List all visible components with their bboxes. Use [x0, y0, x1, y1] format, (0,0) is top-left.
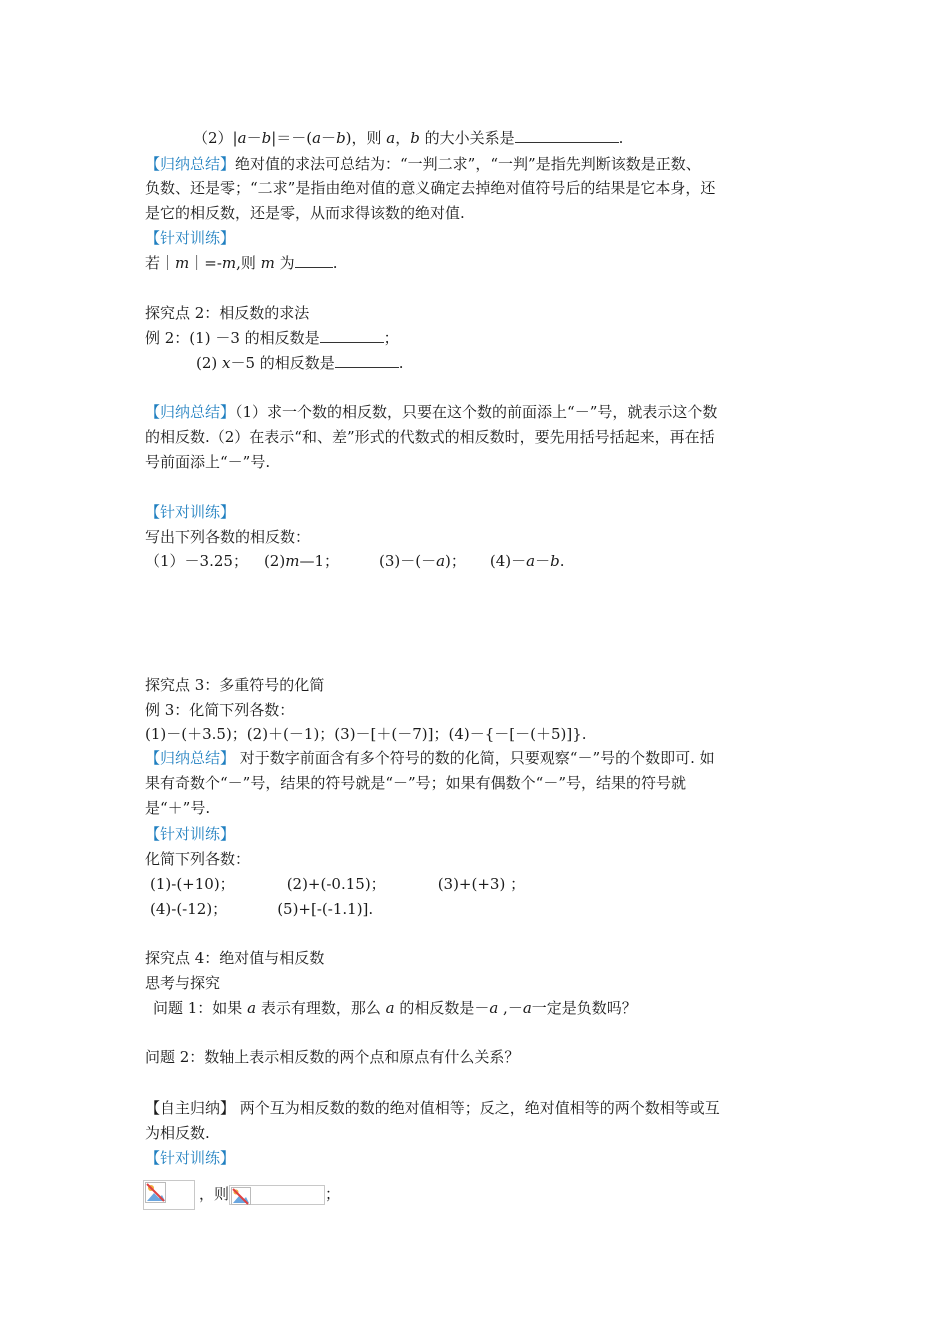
answer-blank[interactable]	[335, 353, 399, 368]
summary-2-line-1: 【归纳总结】（1）求一个数的相反数，只要在这个数的前面添上“－”号，就表示这个数	[145, 403, 718, 421]
summary-3-line-2: 果有奇数个“－”号，结果的符号就是“－”号；如果有偶数个“－”号，结果的符号就	[145, 774, 687, 792]
example-2-line-1: 例 2：(1) －3 的相反数是 ；	[145, 329, 399, 347]
practice-tag-4: 【针对训练】	[145, 1149, 236, 1167]
section-4-subtitle: 思考与探究	[145, 974, 221, 992]
example-2-line-2: (2) x－5 的相反数是 .	[196, 354, 404, 372]
summary-tag: 【归纳总结】	[145, 155, 236, 173]
practice-3-row-1: (1)-(+10)； (2)+(-0.15)； (3)+(+3) ；	[150, 875, 526, 893]
summary-1-line-2: 负数、还是零；“二求”是指由绝对值的意义确定去掉绝对值符号后的结果是它本身，还	[145, 179, 716, 197]
example-3-items: (1)－(＋3.5)；(2)＋(－1)；(3)－[＋(－7)]；(4)－{－[－(＋5)]}.	[145, 725, 587, 743]
question-2: 问题 2：数轴上表示相反数的两个点和原点有什么关系？	[145, 1048, 520, 1066]
practice-2-items: （1）－3.25； (2)m—1； (3)－(－a)； (4)－a－b.	[145, 552, 565, 570]
practice-3-row-2: (4)-(-12)； (5)+[-(-1.1)].	[150, 900, 374, 918]
practice-tag-2: 【针对训练】	[145, 503, 236, 521]
practice-tag-1: 【针对训练】	[145, 229, 236, 247]
practice-4-line: ，则 ；	[143, 1180, 340, 1210]
summary-3-line-1: 【归纳总结】 对于数字前面含有多个符号的数的化简，只要观察“－”号的个数即可. 如	[145, 749, 715, 767]
summary-tag: 【归纳总结】	[145, 749, 236, 767]
section-3-title: 探究点 3：多重符号的化简	[145, 676, 325, 694]
summary-tag: 【归纳总结】	[145, 403, 236, 421]
practice-2-intro: 写出下列各数的相反数：	[145, 528, 311, 546]
summary-3-line-3: 是“＋”号.	[145, 799, 211, 817]
example-3-label: 例 3：化简下列各数：	[145, 701, 295, 719]
question-2-line: （2）|a－b|＝－(a－b)，则 a，b 的大小关系是 .	[193, 129, 624, 147]
practice-3-intro: 化简下列各数：	[145, 850, 251, 868]
self-summary-line-2: 为相反数.	[145, 1124, 210, 1142]
self-summary-line-1: 【自主归纳】 两个互为相反数的数的绝对值相等；反之，绝对值相等的两个数相等或互	[145, 1099, 720, 1117]
answer-blank[interactable]	[295, 253, 333, 268]
summary-1-line-3: 是它的相反数，还是零，从而求得该数的绝对值.	[145, 204, 465, 222]
summary-2-line-3: 号前面添上“－”号.	[145, 453, 271, 471]
answer-blank[interactable]	[515, 128, 619, 143]
section-4-title: 探究点 4：绝对值与相反数	[145, 949, 325, 967]
section-2-title: 探究点 2：相反数的求法	[145, 304, 310, 322]
broken-image-icon	[143, 1180, 195, 1210]
practice-tag-3: 【针对训练】	[145, 825, 236, 843]
answer-blank[interactable]	[320, 328, 384, 343]
summary-2-line-2: 的相反数.（2）在表示“和、差”形式的代数式的相反数时，要先用括号括起来，再在括	[145, 428, 715, 446]
self-summary-tag: 【自主归纳】	[145, 1099, 236, 1117]
summary-1-line-1: 【归纳总结】绝对值的求法可总结为：“一判二求”，“一判”是指先判断该数是正数、	[145, 155, 701, 173]
question-1: 问题 1：如果 a 表示有理数，那么 a 的相反数是－a ,－a一定是负数吗？	[153, 999, 637, 1017]
practice-1-question: 若｜m｜=-m,则 m 为 .	[145, 254, 338, 272]
broken-image-icon	[229, 1185, 325, 1205]
